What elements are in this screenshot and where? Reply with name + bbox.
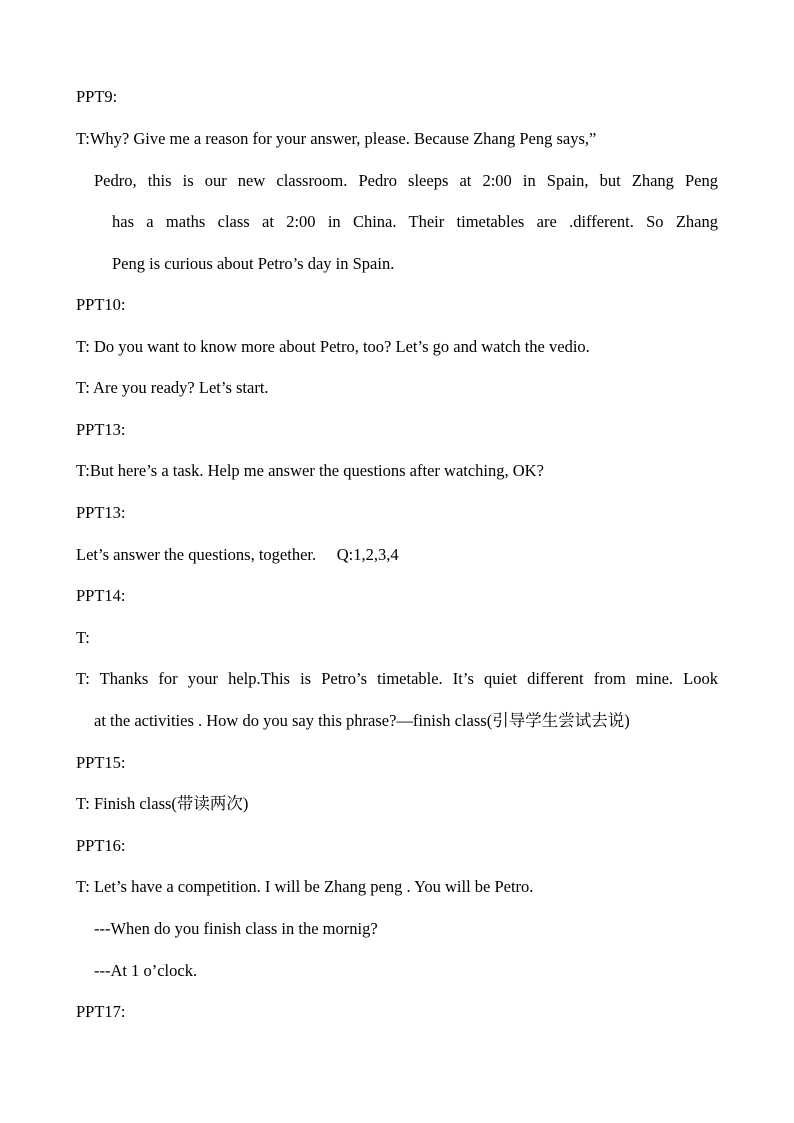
paragraph-line: at the activities . How do you say this phrase?—finish class(引导学生尝试去说) bbox=[94, 711, 630, 730]
paragraph-line: has a maths class at 2:00 in China. Their timetables are .different. So Zhang bbox=[112, 212, 718, 231]
paragraph-line: T: Are you ready? Let’s start. bbox=[76, 378, 269, 397]
dialogue-line: ---At 1 o’clock. bbox=[94, 961, 198, 980]
section-heading: PPT15: bbox=[76, 753, 126, 772]
paragraph-line: T: Thanks for your help.This is Petro’s timetable. It’s quiet different from mine. Look bbox=[76, 669, 718, 688]
section-heading: PPT10: bbox=[76, 295, 126, 314]
section-heading: PPT16: bbox=[76, 836, 126, 855]
paragraph-line: Pedro, this is our new classroom. Pedro sleeps at 2:00 in Spain, but Zhang Peng bbox=[94, 171, 718, 190]
section-heading: PPT17: bbox=[76, 1002, 126, 1021]
section-heading: PPT14: bbox=[76, 586, 126, 605]
paragraph-line: Let’s answer the questions, together. Q:1,2,3,4 bbox=[76, 545, 399, 564]
paragraph-line: T: Do you want to know more about Petro, too? Let’s go and watch the vedio. bbox=[76, 337, 590, 356]
paragraph-line: Peng is curious about Petro’s day in Spain. bbox=[112, 254, 395, 273]
section-heading: PPT13: bbox=[76, 420, 126, 439]
dialogue-line: ---When do you finish class in the mornig? bbox=[94, 919, 378, 938]
paragraph-line: T:But here’s a task. Help me answer the questions after watching, OK? bbox=[76, 461, 544, 480]
paragraph-line: T: Finish class(带读两次) bbox=[76, 794, 249, 813]
paragraph-line: T: Let’s have a competition. I will be Zhang peng . You will be Petro. bbox=[76, 877, 534, 896]
section-heading: PPT13: bbox=[76, 503, 126, 522]
section-heading: PPT9: bbox=[76, 87, 118, 106]
paragraph-line: T:Why? Give me a reason for your answer, please. Because Zhang Peng says,” bbox=[76, 129, 597, 148]
paragraph-line: T: bbox=[76, 628, 90, 647]
